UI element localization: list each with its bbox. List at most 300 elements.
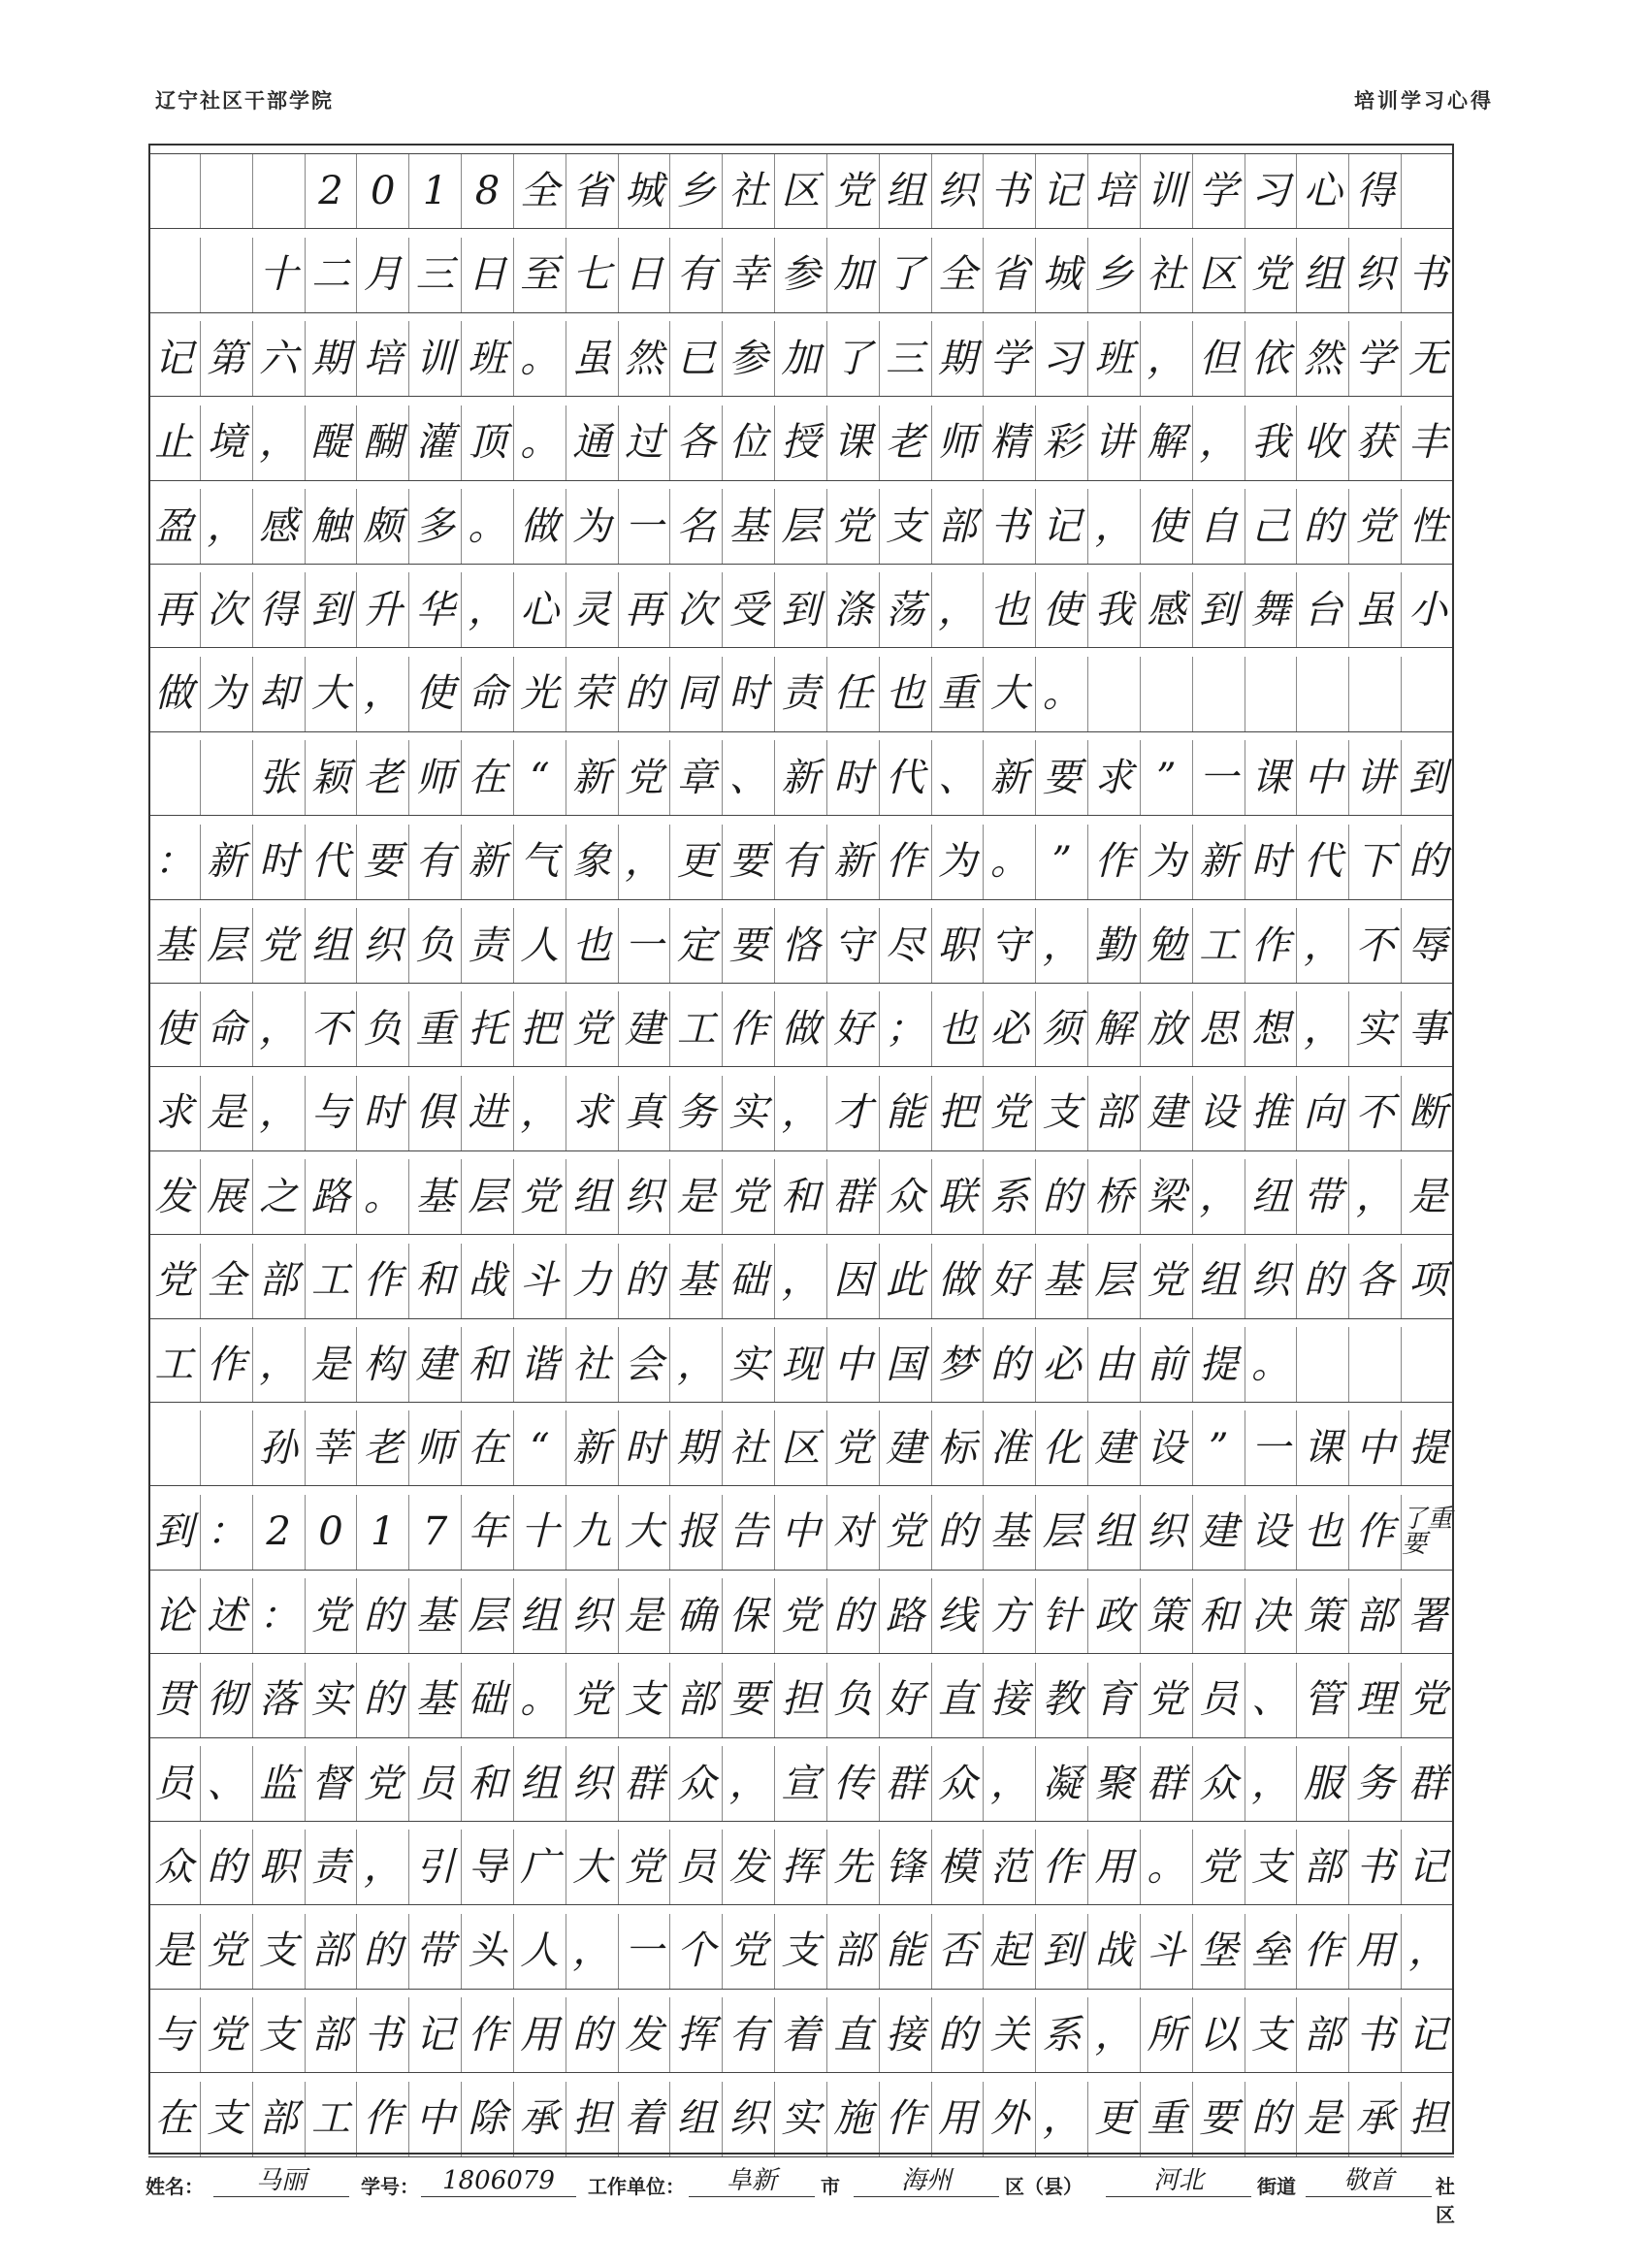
grid-cell: 负 <box>357 991 409 1066</box>
grid-cell: 1 <box>357 1495 409 1570</box>
grid-cell: 张 <box>253 740 306 815</box>
grid-cell: 员 <box>1193 1663 1245 1737</box>
grid-cell: 作 <box>357 2082 409 2156</box>
grid-cell: 提 <box>1193 1327 1245 1402</box>
grid-cell: 班 <box>462 321 514 396</box>
grid-cell: 虽 <box>1349 572 1402 647</box>
grid-cell: 作 <box>1245 908 1298 983</box>
grid-cell: 第 <box>201 321 253 396</box>
grid-cell: 虽 <box>566 321 619 396</box>
name-value: 马丽 <box>213 2165 349 2197</box>
grid-cell: 精 <box>984 405 1036 480</box>
grid-cell: 组 <box>514 1746 566 1821</box>
grid-cell: ， <box>1193 405 1245 480</box>
grid-cell: 时 <box>827 740 880 815</box>
grid-cell: ， <box>723 1746 775 1821</box>
grid-cell: 老 <box>357 740 409 815</box>
grid-cell: 堡 <box>1193 1914 1245 1989</box>
grid-cell: 下 <box>1349 825 1402 899</box>
grid-cell: 部 <box>670 1663 723 1737</box>
grid-cell: 础 <box>462 1663 514 1737</box>
grid-cell: 的 <box>984 1327 1036 1402</box>
grid-cell: ， <box>1297 908 1349 983</box>
grid-cell: 1 <box>409 154 462 228</box>
grid-cell: 。 <box>462 489 514 564</box>
grid-cell: 无 <box>1408 336 1448 381</box>
grid-cell: ， <box>1193 1159 1245 1234</box>
grid-cell: 党 <box>1141 1244 1193 1318</box>
grid-cell: 2 <box>253 1495 306 1570</box>
grid-cell: 锋 <box>880 1830 932 1904</box>
grid-cell: 个 <box>670 1914 723 1989</box>
document-type: 培训学习心得 <box>1354 89 1494 113</box>
grid-cell: 书 <box>1408 252 1448 298</box>
grid-cell: 在 <box>148 2082 201 2156</box>
grid-cell: 层 <box>1088 1244 1141 1318</box>
grid-cell: 我 <box>1245 405 1298 480</box>
grid-cell: 得 <box>1349 154 1402 228</box>
grid-cell: ， <box>1036 908 1088 983</box>
grid-cell: 挥 <box>775 1830 827 1904</box>
grid-cell: 才 <box>827 1076 880 1150</box>
grid-cell: “ <box>514 740 566 815</box>
grid-cell: 学 <box>984 321 1036 396</box>
grid-cell: 参 <box>723 321 775 396</box>
grid-cell: 众 <box>670 1746 723 1821</box>
grid-cell: 理 <box>1349 1663 1402 1737</box>
grid-cell: 起 <box>984 1914 1036 1989</box>
grid-cell: 十 <box>253 238 306 312</box>
grid-cell: 全 <box>514 154 566 228</box>
grid-cell: 贯 <box>148 1663 201 1737</box>
grid-cell: 会 <box>619 1327 671 1402</box>
grid-cell: 要 <box>357 825 409 899</box>
grid-cell: 全 <box>932 238 985 312</box>
grid-cell: 涤 <box>827 572 880 647</box>
grid-cell: 的 <box>1297 489 1349 564</box>
grid-cell: 和 <box>775 1159 827 1234</box>
grid-cell: 建 <box>619 991 671 1066</box>
grid-cell: 作 <box>1297 1914 1349 1989</box>
grid-cell: 课 <box>1297 1410 1349 1485</box>
community-label: 社区 <box>1436 2175 1455 2226</box>
grid-cell: 凝 <box>1036 1746 1088 1821</box>
grid-cell: 织 <box>1141 1495 1193 1570</box>
grid-cell: 着 <box>619 2082 671 2156</box>
grid-cell: ， <box>775 1076 827 1150</box>
grid-cell: 。 <box>514 321 566 396</box>
grid-cell: 国 <box>880 1327 932 1402</box>
grid-cell: 确 <box>670 1578 723 1653</box>
grid-cell: 支 <box>775 1914 827 1989</box>
grid-cell: 斗 <box>514 1244 566 1318</box>
grid-cell: 求 <box>1088 740 1141 815</box>
grid-cell: 接 <box>880 1997 932 2072</box>
grid-cell: 的 <box>619 657 671 731</box>
grid-cell: 和 <box>462 1327 514 1402</box>
grid-cell: ， <box>201 489 253 564</box>
grid-cell: 梁 <box>1141 1159 1193 1234</box>
grid-cell: 书 <box>357 1997 409 2072</box>
grid-cell: 获 <box>1349 405 1402 480</box>
grid-cell: 全 <box>201 1244 253 1318</box>
grid-cell: 彻 <box>201 1663 253 1737</box>
grid-cell: 灵 <box>566 572 619 647</box>
grid-cell: 已 <box>670 321 723 396</box>
grid-cell: 实 <box>723 1076 775 1150</box>
grid-cell: 头 <box>462 1914 514 1989</box>
footer-info <box>146 2165 1465 2226</box>
grid-cell: 着 <box>775 1997 827 2072</box>
grid-cell: 要 <box>723 908 775 983</box>
grid-cell: 党 <box>1349 489 1402 564</box>
grid-cell: 推 <box>1245 1076 1298 1150</box>
grid-cell: 实 <box>1349 991 1402 1066</box>
grid-cell: 但 <box>1193 321 1245 396</box>
grid-cell: 新 <box>775 740 827 815</box>
grid-cell: 命 <box>201 991 253 1066</box>
grid-cell: 职 <box>253 1830 306 1904</box>
grid-cell: 的 <box>1245 2082 1298 2156</box>
grid-cell: 用 <box>1088 1830 1141 1904</box>
grid-cell: 年 <box>462 1495 514 1570</box>
grid-cell: 作 <box>1349 1495 1402 1570</box>
grid-cell: 部 <box>1088 1076 1141 1150</box>
grid-cell: 各 <box>670 405 723 480</box>
grid-cell: 导 <box>462 1830 514 1904</box>
grid-cell: 好 <box>827 991 880 1066</box>
grid-cell: 不 <box>306 991 358 1066</box>
grid-cell: 组 <box>306 908 358 983</box>
grid-cell: 层 <box>462 1578 514 1653</box>
grid-cell: 多 <box>409 489 462 564</box>
grid-cell: 光 <box>514 657 566 731</box>
grid-cell: 实 <box>306 1663 358 1737</box>
community-value: 敬首 <box>1306 2165 1432 2197</box>
grid-cell: ： <box>201 1495 253 1570</box>
grid-cell: 带 <box>1297 1159 1349 1234</box>
grid-cell: 培 <box>1088 154 1141 228</box>
grid-cell: 然 <box>619 321 671 396</box>
grid-cell: ， <box>1088 489 1141 564</box>
grid-cell: 党 <box>566 1663 619 1737</box>
grid-cell: 授 <box>775 405 827 480</box>
grid-cell: 更 <box>670 825 723 899</box>
grid-cell: 尽 <box>880 908 932 983</box>
grid-cell: ” <box>1193 1410 1245 1485</box>
grid-cell: 加 <box>775 321 827 396</box>
grid-cell: 三 <box>409 238 462 312</box>
grid-cell: 次 <box>201 572 253 647</box>
grid-cell: 社 <box>566 1327 619 1402</box>
street-label: 街道 <box>1257 2175 1296 2198</box>
grid-cell: 党 <box>1408 1677 1448 1723</box>
grid-cell: 作 <box>1088 825 1141 899</box>
grid-cell: 员 <box>670 1830 723 1904</box>
grid-cell: 建 <box>1141 1076 1193 1150</box>
grid-cell: 战 <box>1088 1914 1141 1989</box>
grid-cell: 联 <box>932 1159 985 1234</box>
grid-cell: 责 <box>462 908 514 983</box>
grid-cell: 建 <box>880 1410 932 1485</box>
grid-cell: 有 <box>409 825 462 899</box>
grid-cell: ， <box>619 825 671 899</box>
grid-cell: 的 <box>357 1578 409 1653</box>
grid-cell: 自 <box>1193 489 1245 564</box>
grid-cell: 党 <box>827 489 880 564</box>
grid-cell: 党 <box>619 740 671 815</box>
grid-cell: 在 <box>462 740 514 815</box>
grid-cell: 了重要 <box>1402 1505 1453 1560</box>
grid-cell: 负 <box>827 1663 880 1737</box>
grid-cell: 党 <box>880 1495 932 1570</box>
grid-cell: 监 <box>253 1746 306 1821</box>
grid-cell: 必 <box>984 991 1036 1066</box>
grid-cell: 聚 <box>1088 1746 1141 1821</box>
grid-cell: 要 <box>723 1663 775 1737</box>
grid-cell: ， <box>984 1746 1036 1821</box>
grid-cell: 到 <box>1408 755 1448 800</box>
grid-cell: 能 <box>880 1076 932 1150</box>
grid-cell: 时 <box>1245 825 1298 899</box>
grid-cell: 系 <box>984 1159 1036 1234</box>
grid-cell: 除 <box>462 2082 514 2156</box>
grid-cell: 一 <box>619 908 671 983</box>
grid-cell: 到 <box>148 1495 201 1570</box>
grid-cell: ， <box>253 991 306 1066</box>
grid-cell: 党 <box>148 1244 201 1318</box>
grid-cell: 期 <box>932 321 985 396</box>
grid-cell: 次 <box>670 572 723 647</box>
grid-cell: 时 <box>357 1076 409 1150</box>
grid-cell: 二 <box>306 238 358 312</box>
grid-cell: 彩 <box>1036 405 1088 480</box>
grid-cell: 作 <box>357 1244 409 1318</box>
grid-cell: 党 <box>1245 238 1298 312</box>
grid-cell: 触 <box>306 489 358 564</box>
grid-cell: 组 <box>566 1159 619 1234</box>
grid-cell: 支 <box>1245 1830 1298 1904</box>
grid-cell: 群 <box>1408 1761 1448 1806</box>
grid-cell: 8 <box>462 154 514 228</box>
grid-cell: ， <box>1245 1746 1298 1821</box>
grid-cell: 书 <box>984 489 1036 564</box>
grid-cell: 论 <box>148 1578 201 1653</box>
grid-cell: 垒 <box>1245 1914 1298 1989</box>
grid-cell: 小 <box>1408 587 1448 632</box>
grid-cell: 却 <box>253 657 306 731</box>
grid-cell: 策 <box>1141 1578 1193 1653</box>
grid-cell: 习 <box>1245 154 1298 228</box>
grid-cell: 。 <box>1036 657 1088 731</box>
district-label: 区（县） <box>1005 2175 1083 2198</box>
grid-cell: 基 <box>409 1578 462 1653</box>
grid-cell: 守 <box>984 908 1036 983</box>
grid-cell: 务 <box>670 1076 723 1150</box>
grid-cell: 因 <box>827 1244 880 1318</box>
grid-cell: 发 <box>723 1830 775 1904</box>
grid-cell: 作 <box>723 991 775 1066</box>
grid-cell: 台 <box>1297 572 1349 647</box>
grid-cell: ， <box>1349 1159 1402 1234</box>
grid-cell: 工 <box>670 991 723 1066</box>
grid-cell: 接 <box>984 1663 1036 1737</box>
grid-cell: 新 <box>566 1410 619 1485</box>
grid-cell: 颖 <box>306 740 358 815</box>
city-label: 市 <box>821 2175 840 2198</box>
grid-cell: 性 <box>1408 503 1448 549</box>
grid-cell: 部 <box>1297 1830 1349 1904</box>
grid-cell: 区 <box>1193 238 1245 312</box>
grid-cell: 员 <box>409 1746 462 1821</box>
grid-cell: 记 <box>1036 154 1088 228</box>
grid-cell: 组 <box>880 154 932 228</box>
grid-cell: 党 <box>619 1830 671 1904</box>
student-id-value: 1806079 <box>421 2165 576 2197</box>
grid-cell: 服 <box>1297 1746 1349 1821</box>
grid-cell: 展 <box>201 1159 253 1234</box>
grid-cell: 发 <box>148 1159 201 1234</box>
grid-cell: 报 <box>670 1495 723 1570</box>
grid-cell: 担 <box>566 2082 619 2156</box>
grid-cell: 部 <box>253 2082 306 2156</box>
grid-cell: 中 <box>409 2082 462 2156</box>
grid-cell: 使 <box>148 991 201 1066</box>
grid-cell: 荡 <box>880 572 932 647</box>
grid-cell: 学 <box>1193 154 1245 228</box>
grid-cell: 针 <box>1036 1578 1088 1653</box>
grid-cell: 也 <box>932 991 985 1066</box>
grid-cell: 的 <box>619 1244 671 1318</box>
grid-cell: 然 <box>1297 321 1349 396</box>
grid-cell: 灌 <box>409 405 462 480</box>
grid-cell: ， <box>932 572 985 647</box>
grid-cell: 做 <box>775 991 827 1066</box>
grid-cell: 华 <box>409 572 462 647</box>
grid-cell: 的 <box>1036 1159 1088 1234</box>
grid-cell: 培 <box>357 321 409 396</box>
grid-cell: 织 <box>1349 238 1402 312</box>
grid-cell: 真 <box>619 1076 671 1150</box>
grid-cell: 线 <box>932 1578 985 1653</box>
student-id-label: 学号： <box>361 2175 419 2198</box>
grid-cell: 是 <box>670 1159 723 1234</box>
grid-cell: 由 <box>1088 1327 1141 1402</box>
grid-cell: 象 <box>566 825 619 899</box>
grid-cell: 建 <box>409 1327 462 1402</box>
grid-cell: 责 <box>306 1830 358 1904</box>
grid-cell: 恪 <box>775 908 827 983</box>
grid-cell: 党 <box>306 1578 358 1653</box>
grid-cell: 此 <box>880 1244 932 1318</box>
grid-cell: 了 <box>880 238 932 312</box>
grid-cell: ， <box>1408 1928 1448 1974</box>
grid-cell: 先 <box>827 1830 880 1904</box>
grid-cell: 求 <box>566 1076 619 1150</box>
grid-cell: 在 <box>462 1410 514 1485</box>
grid-cell: 训 <box>409 321 462 396</box>
grid-cell: 大 <box>306 657 358 731</box>
grid-cell: 织 <box>566 1746 619 1821</box>
grid-cell: 层 <box>775 489 827 564</box>
grid-cell: 解 <box>1141 405 1193 480</box>
grid-cell: 月 <box>357 238 409 312</box>
grid-cell: 把 <box>514 991 566 1066</box>
grid-cell: 员 <box>148 1746 201 1821</box>
grid-cell: 组 <box>514 1578 566 1653</box>
grid-cell: 也 <box>1297 1495 1349 1570</box>
grid-cell: 党 <box>723 1159 775 1234</box>
grid-cell: 为 <box>201 657 253 731</box>
grid-cell: 课 <box>827 405 880 480</box>
grid-cell: 、 <box>1245 1663 1298 1737</box>
city-value: 阜新 <box>689 2165 815 2197</box>
grid-cell: 基 <box>984 1495 1036 1570</box>
grid-cell: 乡 <box>670 154 723 228</box>
grid-cell: 期 <box>306 321 358 396</box>
grid-cell: 现 <box>775 1327 827 1402</box>
grid-cell: 桥 <box>1088 1159 1141 1234</box>
grid-cell: 织 <box>1245 1244 1298 1318</box>
page-border <box>148 144 1454 2155</box>
grid-cell: 础 <box>723 1244 775 1318</box>
grid-cell: 也 <box>984 572 1036 647</box>
grid-cell: ， <box>566 1914 619 1989</box>
grid-cell: 部 <box>306 1997 358 2072</box>
grid-cell: 支 <box>1036 1076 1088 1150</box>
grid-cell: 层 <box>1036 1495 1088 1570</box>
grid-cell: 0 <box>306 1495 358 1570</box>
grid-cell: 众 <box>880 1159 932 1234</box>
grid-cell: 至 <box>514 238 566 312</box>
grid-cell: 宣 <box>775 1746 827 1821</box>
grid-cell: 承 <box>1349 2082 1402 2156</box>
grid-cell: 、 <box>723 740 775 815</box>
grid-cell: 告 <box>723 1495 775 1570</box>
grid-cell: 。 <box>514 405 566 480</box>
grid-cell: 和 <box>462 1746 514 1821</box>
grid-cell: 系 <box>1036 1997 1088 2072</box>
grid-cell: 训 <box>1141 154 1193 228</box>
grid-cell: ， <box>1297 991 1349 1066</box>
grid-cell: 定 <box>670 908 723 983</box>
grid-cell: 记 <box>148 321 201 396</box>
grid-cell: 老 <box>880 405 932 480</box>
grid-cell: 关 <box>984 1997 1036 2072</box>
grid-cell: 大 <box>984 657 1036 731</box>
grid-cell: 党 <box>253 908 306 983</box>
grid-cell: 做 <box>932 1244 985 1318</box>
grid-cell: 。 <box>1245 1327 1298 1402</box>
grid-cell: 为 <box>1141 825 1193 899</box>
grid-cell: 孙 <box>253 1410 306 1485</box>
grid-cell: 要 <box>723 825 775 899</box>
grid-cell: 再 <box>148 572 201 647</box>
grid-cell: 与 <box>148 1997 201 2072</box>
grid-cell: 时 <box>619 1410 671 1485</box>
grid-cell: 一 <box>1245 1410 1298 1485</box>
grid-cell: 有 <box>775 825 827 899</box>
grid-cell: 时 <box>723 657 775 731</box>
grid-cell: 一 <box>1193 740 1245 815</box>
grid-cell: 社 <box>723 154 775 228</box>
grid-cell: 务 <box>1349 1746 1402 1821</box>
grid-cell: 老 <box>357 1410 409 1485</box>
grid-cell: 否 <box>932 1914 985 1989</box>
grid-cell: 育 <box>1088 1663 1141 1737</box>
grid-cell: 勉 <box>1141 908 1193 983</box>
grid-cell: 记 <box>1408 1844 1448 1890</box>
